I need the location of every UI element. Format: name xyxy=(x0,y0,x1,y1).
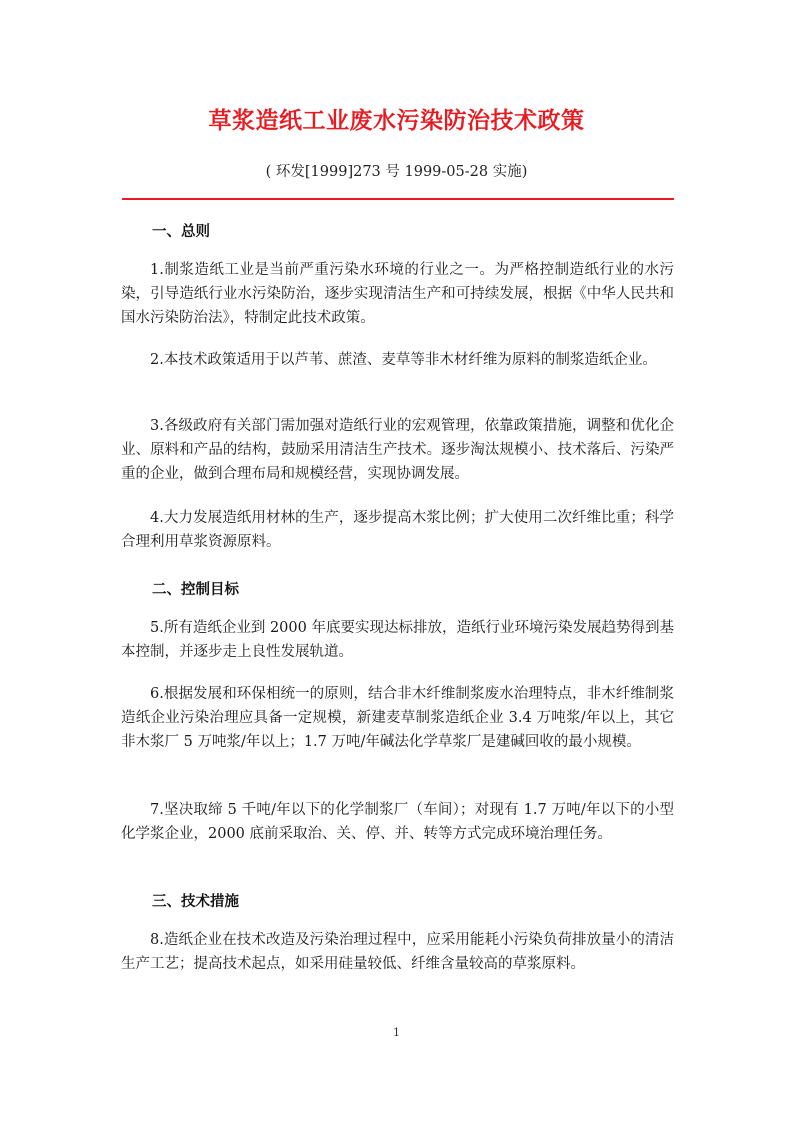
page-number: 1 xyxy=(393,1026,400,1039)
paragraph-1: 1.制浆造纸工业是当前严重污染水环境的行业之一。为严格控制造纸行业的水污染，引导造纸行业水污染防治，逐步实现清洁生产和可持续发展，根据《中华人民共和国水污染防治法》，特制定此技术政策。 xyxy=(121,262,674,326)
title-divider xyxy=(122,198,674,200)
paragraph-6: 6.根据发展和环保相统一的原则，结合非木纤维制浆废水治理特点，非木纤维制浆造纸企业污染治理应具备一定规模，新建麦草制浆造纸企业 3.4 万吨浆/年以上，其它非木浆厂 5 万吨浆/年以上；1.7 万吨/年碱法化学草浆厂是建碱回收的最小规模。 xyxy=(121,686,674,750)
document-subtitle: ( 环发[1999]273 号 1999-05-28 实施) xyxy=(265,164,528,180)
document-title: 草浆造纸工业废水污染防治技术政策 xyxy=(208,108,585,134)
paragraph-3: 3.各级政府有关部门需加强对造纸行业的宏观管理，依靠政策措施，调整和优化企业、原料和产品的结构，鼓励采用清洁生产技术。逐步淘汰规模小、技术落后、污染严重的企业，做到合理布局和规模经营，实现协调发展。 xyxy=(121,418,674,482)
paragraph-7: 7.坚决取缔 5 千吨/年以下的化学制浆厂（车间）；对现有 1.7 万吨/年以下的小型化学浆企业，2000 底前采取治、关、停、并、转等方式完成环境治理任务。 xyxy=(121,802,674,842)
section-heading-control-targets: 二、控制目标 xyxy=(152,582,239,598)
section-heading-general: 一、总则 xyxy=(152,224,210,240)
paragraph-8: 8.造纸企业在技术改造及污染治理过程中，应采用能耗小污染负荷排放量小的清洁生产工艺；提高技术起点，如采用硅量较低、纤维含量较高的草浆原料。 xyxy=(121,932,674,972)
paragraph-5: 5.所有造纸企业到 2000 年底要实现达标排放，造纸行业环境污染发展趋势得到基本控制，并逐步走上良性发展轨道。 xyxy=(121,620,674,660)
paragraph-4: 4.大力发展造纸用材林的生产，逐步提高木浆比例；扩大使用二次纤维比重；科学合理利用草浆资源原料。 xyxy=(121,510,674,550)
section-heading-technical-measures: 三、技术措施 xyxy=(152,894,239,910)
paragraph-2: 2.本技术政策适用于以芦苇、蔗渣、麦草等非木材纤维为原料的制浆造纸企业。 xyxy=(150,352,657,368)
